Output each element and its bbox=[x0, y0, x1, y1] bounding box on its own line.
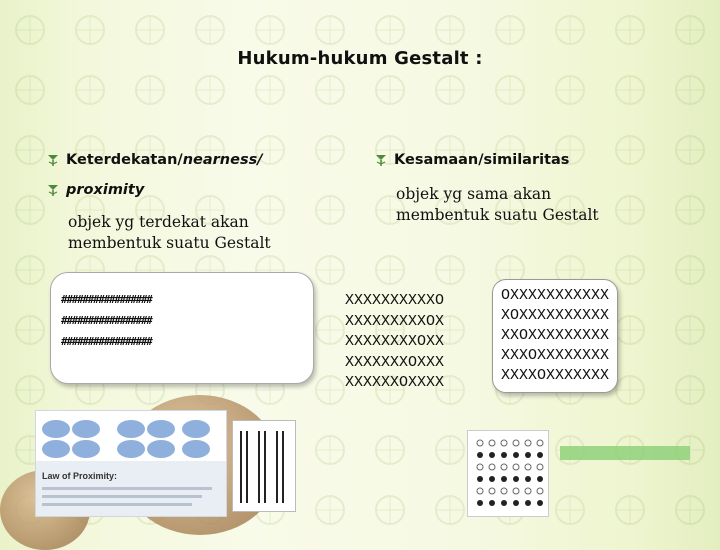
xo-line: XXXXXXXXXXO bbox=[345, 292, 445, 309]
bullet-nearness-label: Keterdekatan/ bbox=[66, 152, 183, 168]
proximity-example-card bbox=[50, 272, 314, 384]
proximity-ovals-image bbox=[36, 411, 226, 516]
leaf-bullet-icon bbox=[46, 153, 60, 167]
vertical-lines-illustration bbox=[232, 420, 296, 512]
bullet-proximity-label: proximity bbox=[66, 182, 145, 198]
right-description bbox=[396, 184, 599, 226]
xo-line: XXXXXXXXXOX bbox=[345, 312, 445, 330]
xo-line: XXXXXXXXOXX bbox=[345, 333, 445, 350]
proximity-caption: Law of Proximity: bbox=[42, 471, 118, 481]
left-description-line: objek yg terdekat akan bbox=[68, 213, 249, 231]
green-highlight-strip bbox=[560, 446, 690, 460]
leaf-bullet-icon bbox=[46, 183, 60, 197]
bullet-proximity bbox=[46, 182, 144, 198]
xo-line: XXOXXXXXXXXX bbox=[501, 327, 610, 344]
bullet-nearness-italic: nearness/ bbox=[182, 152, 263, 168]
right-description-line: membentuk suatu Gestalt bbox=[396, 206, 599, 224]
dot-similarity-illustration bbox=[467, 430, 549, 517]
bullet-similarity-label: Kesamaan/similaritas bbox=[394, 152, 570, 168]
hash-line: ################# bbox=[61, 293, 152, 306]
similarity-xo-block-1 bbox=[345, 291, 444, 394]
proximity-illustration bbox=[35, 410, 227, 517]
similarity-xo-block-2 bbox=[492, 279, 618, 393]
hash-line: ################# bbox=[61, 335, 152, 348]
hash-line: ################# bbox=[61, 314, 152, 327]
slide-title: Hukum-hukum Gestalt : bbox=[237, 48, 483, 69]
left-description-line: membentuk suatu Gestalt bbox=[68, 234, 271, 252]
right-description-line: objek yg sama akan bbox=[396, 185, 552, 203]
leaf-bullet-icon bbox=[374, 153, 388, 167]
xo-line: XXXXOXXXXXXX bbox=[501, 367, 610, 384]
left-description bbox=[68, 212, 271, 254]
xo-line: XOXXXXXXXXXX bbox=[501, 307, 610, 324]
xo-line: XXXOXXXXXXXX bbox=[501, 347, 610, 364]
xo-line: XXXXXXXOXXX bbox=[345, 353, 445, 371]
xo-line: OXXXXXXXXXXX bbox=[501, 287, 610, 304]
xo-line: XXXXXXOXXXX bbox=[345, 374, 445, 391]
bullet-similarity bbox=[374, 152, 569, 168]
bullet-nearness bbox=[46, 152, 263, 168]
